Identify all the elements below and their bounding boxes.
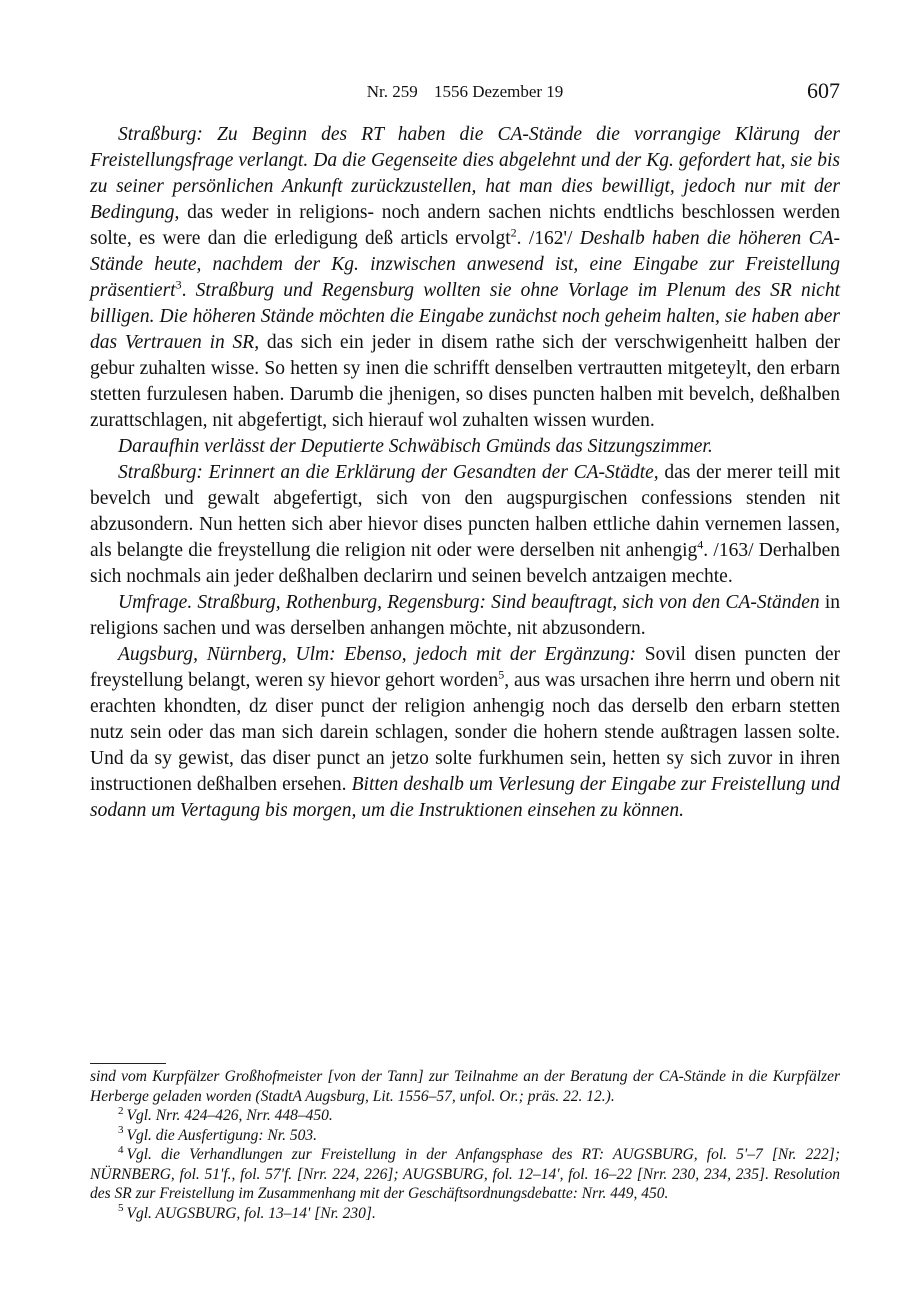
body-paragraph <box>90 122 840 434</box>
footnote <box>90 1126 840 1146</box>
document-date: 1556 Dezember 19 <box>433 82 564 101</box>
footnote-number: 4 <box>118 1143 124 1156</box>
source-quote-text: Sovil disen puncten der freystellung belangt, weren sy hievor gehort worden <box>90 644 840 691</box>
footnote-number: 2 <box>118 1104 124 1117</box>
footnote-reference: 4 <box>697 537 704 552</box>
editorial-summary-text: Augsburg, Nürnberg, Ulm: Ebenso, jedoch mit der Ergänzung: <box>118 644 636 665</box>
editorial-summary-text: Straßburg: Zu Beginn des RT haben die CA-Stände die vorrangige Klärung der Freistellungsfrage verlangt. Da die Gegenseite dies abgelehnt und der Kg. gefordert hat, sie bis zu seiner persönlichen Ankunft zurückzustellen, hat man dies bewilligt, jedoch nur mit der Bedingung, <box>90 124 840 223</box>
body-paragraph <box>90 642 840 824</box>
source-quote-text: das weder in religions- noch andern sachen nichts endtlichs beschlossen werden solte, es were dan die erledigung deß articls ervolgt <box>90 202 840 249</box>
main-text <box>90 122 840 824</box>
editorial-summary-text: Straßburg: Erinnert an die Erklärung der Gesandten der CA-Städte, <box>118 462 659 483</box>
footnote <box>90 1067 840 1106</box>
footnote-text: sind vom Kurpfälzer Großhofmeister [von der Tann] zur Teilnahme an der Beratung der CA-Stände in die Kurpfälzer Herberge geladen worden (StadtA Augsburg, Lit. 1556–57, unfol. Or.; präs. 22. 12.). <box>90 1068 840 1105</box>
footnote-text: Vgl. die Ausfertigung: Nr. 503. <box>126 1126 317 1144</box>
source-quote-text: das sich ein jeder in disem rathe sich der verschwigenheitt halben der gebur zuhalten wisse. So hetten sy inen die schrifft denselben vertrautten mitgeteylt, den erbarn stetten furzulesen haben. Darumb die jhenigen, so dises puncten halben mit bevelch, deßhalben zurattschlagen, nit abgefertigt, sich hierauf wol zuhalten wissen wurden. <box>90 332 841 431</box>
footnote-text: Vgl. Nrr. 424–426, Nrr. 448–450. <box>126 1107 333 1124</box>
document-number: Nr. 259 <box>366 82 418 101</box>
footnotes <box>90 1067 840 1223</box>
editorial-summary-text: Daraufhin verlässt der Deputierte Schwäbisch Gmünds das Sitzungszimmer. <box>118 436 713 457</box>
source-quote-text: . /162'/ <box>516 228 580 249</box>
footnote-reference: 5 <box>498 667 505 682</box>
editorial-summary-text: Straßburg und Regensburg wollten sie ohne Vorlage im Plenum des SR nicht billigen. Die höheren Stände möchten die Eingabe zunächst noch geheim halten, sie haben aber das Vertrauen in SR, <box>90 280 841 353</box>
editorial-summary-text: Bitten deshalb um Verlesung der Eingabe zur Freistellung und sodann um Vertagung bis morgen, um die Instruktionen einsehen zu können. <box>90 774 840 821</box>
footnote <box>90 1145 840 1204</box>
running-header <box>90 78 840 108</box>
body-paragraph <box>90 590 840 642</box>
footnote-number: 5 <box>118 1202 124 1215</box>
footnote <box>90 1106 840 1126</box>
footnote-reference: 3 <box>175 277 182 292</box>
editorial-summary-text: Deshalb haben die höheren CA-Stände heute, nachdem der Kg. inzwischen anwesend ist, eine Eingabe zur Freistellung präsentiert <box>90 228 840 301</box>
footnote-number: 3 <box>118 1124 124 1137</box>
footnote <box>90 1204 840 1224</box>
editorial-summary-text: Umfrage. Straßburg, Rothenburg, Regensburg: Sind beauftragt, sich von den CA-Ständen <box>118 592 820 613</box>
body-paragraph <box>90 460 840 590</box>
page-number: 607 <box>807 78 840 103</box>
source-quote-text: in religions sachen und was derselben anhangen möchte, nit abzusondern. <box>90 592 840 639</box>
source-quote-text: , aus was ursachen ihre herrn und obern nit erachten khondten, dz diser punct der religion anhengig noch das derselb den erbarn stetten nutz sein oder das man sich darein schlagen, sonder die hohern stende außtragen lassen solte. Und da sy gewist, das diser punct an jetzo solte furkhumen sein, hetten sy sich zuvor in ihren instructionen deßhalben ersehen. <box>90 670 841 795</box>
source-quote-text: das der merer teill mit bevelch und gewalt abgefertigt, sich von den augspurgischen confessions stenden nit abzusondern. Nun hetten sich aber hievor dises puncten halben ettliche dahin vernemen lassen, als belangte die freystellung die religion nit oder were derselben nit anhengig <box>90 462 841 561</box>
footnote-text: Vgl. AUGSBURG, fol. 13–14' [Nr. 230]. <box>126 1204 376 1222</box>
footnote-text: Vgl. die Verhandlungen zur Freistellung in der Anfangsphase des RT: AUGSBURG, fol. 5'–7 [Nr. 222]; NÜRNBERG, fol. 51'f., fol. 57'f. [Nrr. 224, 226]; AUGSBURG, fol. 12–14', fol. 16–22 [Nrr. 230, 234, 235]. Resolution des SR zur Freistellung im Zusammenhang mit der Geschäftsordnungsdebatte: Nrr. 449, 450. <box>90 1146 840 1202</box>
header-center <box>90 82 840 102</box>
source-quote-text: . <box>181 280 196 301</box>
source-quote-text: . /163/ Derhalben sich nochmals ain jeder deßhalben declarirn und seinen bevelch antzaigen mechte. <box>90 540 841 587</box>
footnote-separator <box>90 1063 166 1064</box>
body-paragraph <box>90 434 840 460</box>
footnote-reference: 2 <box>510 225 517 240</box>
